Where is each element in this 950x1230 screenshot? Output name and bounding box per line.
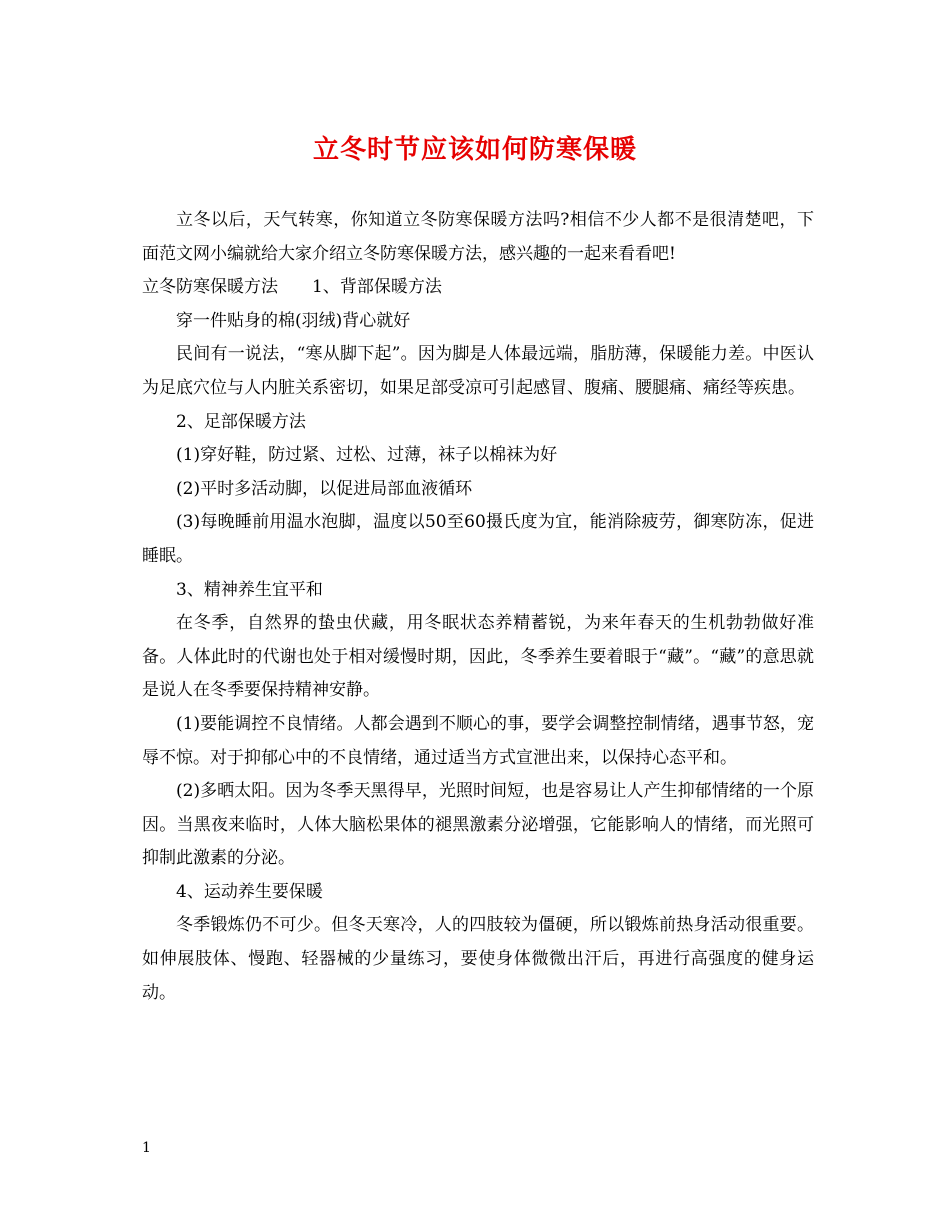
list-item-shoes: (1)穿好鞋，防过紧、过松、过薄，袜子以棉袜为好 [176,445,558,466]
heading-foot-warmth: 2、足部保暖方法 [176,411,306,432]
list-item-move-feet: (2)平时多活动脚，以促进局部血液循环 [176,478,473,499]
paragraph-feet-cold: 民间有一说法，“寒从脚下起”。因为脚是人体最远端，脂肪薄，保暖能力差。中医认为足底穴位与人内脏关系密切，如果足部受凉可引起感冒、腹痛、腰腿痛、痛经等疾患。 [142,344,814,398]
section-heading-back-warmth: 1、背部保暖方法 [312,277,442,298]
page-number: 1 [142,1140,151,1156]
paragraph-vest: 穿一件贴身的棉(羽绒)背心就好 [176,310,411,331]
list-item-emotions: (1)要能调控不良情绪。人都会遇到不顺心的事，要学会调整控制情绪，遇事节怒，宠辱不惊。对于抑郁心中的不良情绪，通过适当方式宣泄出来，以保持心态平和。 [142,713,814,768]
list-item-sunlight: (2)多晒太阳。因为冬季天黑得早，光照时间短，也是容易让人产生抑郁情绪的一个原因。当黑夜来临时，人体大脑松果体的褪黑激素分泌增强，它能影响人的情绪，而光照可抑制此激素的分泌。 [142,781,814,869]
paragraph-intro: 立冬以后，天气转寒，你知道立冬防寒保暖方法吗?相信不少人都不是很清楚吧，下面范文网小编就给大家介绍立冬防寒保暖方法，感兴趣的一起来看看吧! [142,210,814,264]
document-body [142,204,814,1010]
section-heading-line [142,271,814,305]
paragraph-winter-storage: 在冬季，自然界的蛰虫伏藏，用冬眠状态养精蓄锐，为来年春天的生机勃勃做好准备。人体此时的代谢也处于相对缓慢时期，因此，冬季养生要着眼于“藏”。“藏”的意思就是说人在冬季要保持精神安静。 [142,613,814,701]
section-heading-methods: 立冬防寒保暖方法 [142,277,278,298]
document-title: 立冬时节应该如何防寒保暖 [312,135,637,165]
list-item-foot-soak: (3)每晚睡前用温水泡脚，温度以50至60摄氏度为宜，能消除疲劳，御寒防冻，促进睡眠。 [142,512,814,566]
heading-mental-health: 3、精神养生宜平和 [176,579,323,600]
paragraph-exercise: 冬季锻炼仍不可少。但冬天寒冷，人的四肢较为僵硬，所以锻炼前热身活动很重要。如伸展肢体、慢跑、轻器械的少量练习，要使身体微微出汗后，再进行高强度的健身运动。 [142,915,814,1003]
heading-exercise: 4、运动养生要保暖 [176,881,323,902]
